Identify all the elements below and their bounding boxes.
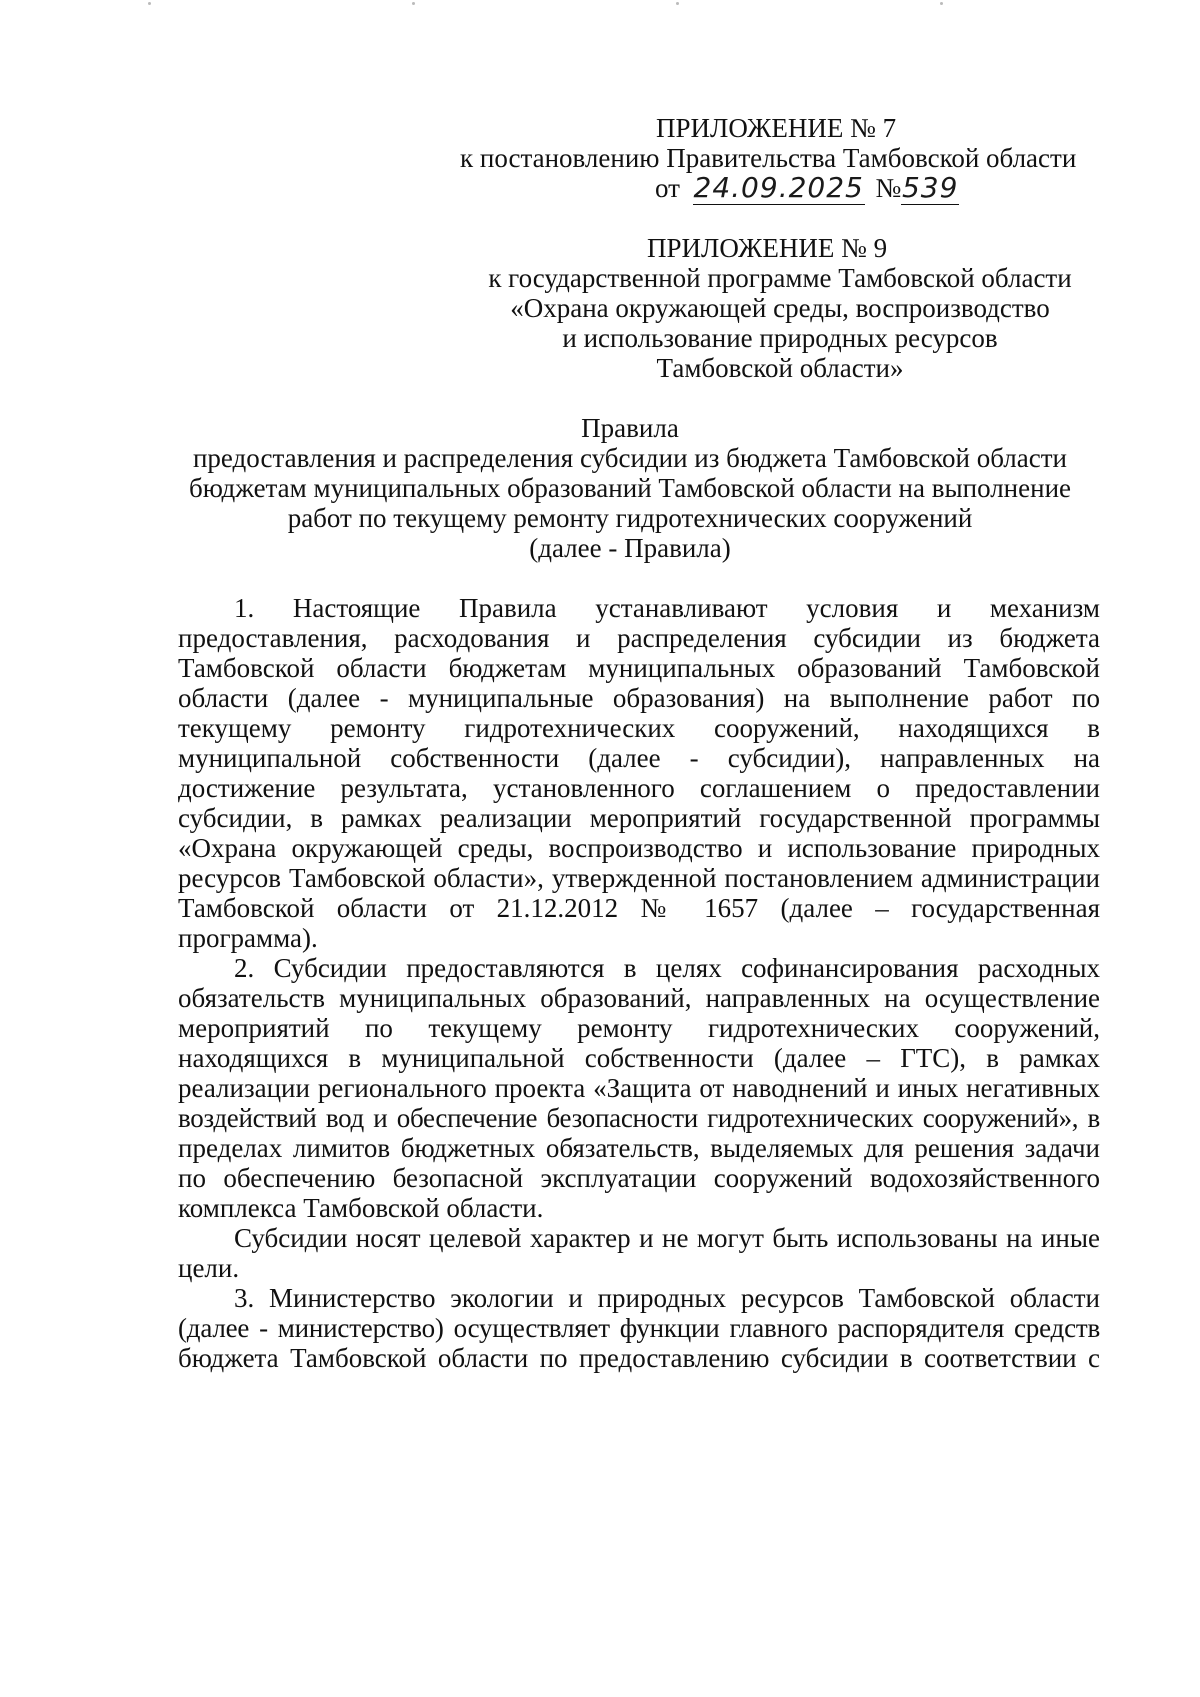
paragraph-1-line: области (далее - муниципальные образования) на выполнение работ по <box>178 683 1100 713</box>
paragraph-1-line: достижение результата, установленного соглашением о предоставлении <box>178 773 1100 803</box>
document-title: Правила <box>581 413 679 443</box>
paragraph-4-line: 3. Министерство экологии и природных ресурсов Тамбовской области <box>234 1283 1100 1313</box>
document-title-line5: (далее - Правила) <box>529 533 731 563</box>
paragraph-2-line: реализации регионального проекта «Защита от наводнений и иных негативных <box>178 1073 1100 1103</box>
document-title-line4: работ по текущему ремонту гидротехнических сооружений <box>287 503 973 533</box>
appendix-7-subtitle: к постановлению Правительства Тамбовской области <box>460 143 1077 173</box>
paragraph-1-line: Тамбовской области бюджетам муниципальных образований Тамбовской <box>178 653 1100 683</box>
appendix-9-line3: «Охрана окружающей среды, воспроизводство <box>510 293 1050 323</box>
paragraph-2-line: пределах лимитов бюджетных обязательств, выделяемых для решения задачи <box>178 1133 1100 1163</box>
appendix-9-line4: и использование природных ресурсов <box>562 323 998 353</box>
appendix-9-line2: к государственной программе Тамбовской области <box>488 263 1072 293</box>
appendix-7-title: ПРИЛОЖЕНИЕ № 7 <box>656 113 897 143</box>
paragraph-1-line: текущему ремонту гидротехнических сооружений, находящихся в <box>178 713 1100 743</box>
appendix-9-title: ПРИЛОЖЕНИЕ № 9 <box>647 233 888 263</box>
paragraph-1-line: 1. Настоящие Правила устанавливают условия и механизм <box>234 593 1100 623</box>
paragraph-2-line: обязательств муниципальных образований, направленных на осуществление <box>178 983 1100 1013</box>
paragraph-2-line: комплекса Тамбовской области. <box>178 1193 544 1223</box>
paragraph-1-line: Тамбовской области от 21.12.2012 № 1657 (далее – государственная <box>178 893 1100 923</box>
scan-artifact <box>676 2 679 5</box>
number-label: № <box>875 173 902 203</box>
paragraph-1-line: программа). <box>178 923 318 953</box>
paragraph-1-line: муниципальной собственности (далее - субсидии), направленных на <box>178 743 1100 773</box>
paragraph-1-line: субсидии, в рамках реализации мероприятий государственной программы <box>178 803 1100 833</box>
handwritten-number: 539 <box>901 171 959 204</box>
paragraph-2-line: мероприятий по текущему ремонту гидротехнических сооружений, <box>178 1013 1100 1043</box>
paragraph-1-line: ресурсов Тамбовской области», утвержденной постановлением администрации <box>178 863 1100 893</box>
scan-artifact <box>412 2 415 5</box>
paragraph-2-line: воздействий вод и обеспечение безопасности гидротехнических сооружений», в <box>178 1103 1100 1133</box>
paragraph-4-line: бюджета Тамбовской области по предоставлению субсидии в соответствии с <box>178 1343 1100 1373</box>
document-title-line3: бюджетам муниципальных образований Тамбовской области на выполнение <box>189 473 1071 503</box>
paragraph-3-line: Субсидии носят целевой характер и не могут быть использованы на иные <box>234 1223 1100 1253</box>
scan-artifact <box>148 2 151 5</box>
from-label: от <box>655 173 680 203</box>
paragraph-2-line: находящихся в муниципальной собственности (далее – ГТС), в рамках <box>178 1043 1100 1073</box>
paragraph-2-line: 2. Субсидии предоставляются в целях софинансирования расходных <box>234 953 1100 983</box>
appendix-9-line5: Тамбовской области» <box>656 353 904 383</box>
paragraph-1-line: «Охрана окружающей среды, воспроизводство и использование природных <box>178 833 1100 863</box>
paragraph-4-line: (далее - министерство) осуществляет функции главного распорядителя средств <box>178 1313 1100 1343</box>
handwritten-date: 24.09.2025 <box>693 171 864 204</box>
paragraph-2-line: по обеспечению безопасной эксплуатации сооружений водохозяйственного <box>178 1163 1100 1193</box>
scan-artifact <box>940 2 943 5</box>
paragraph-1-line: предоставления, расходования и распределения субсидии из бюджета <box>178 623 1100 653</box>
paragraph-3-line: цели. <box>178 1253 240 1283</box>
appendix-7-date-line <box>655 172 959 205</box>
document-title-line2: предоставления и распределения субсидии из бюджета Тамбовской области <box>192 443 1067 473</box>
